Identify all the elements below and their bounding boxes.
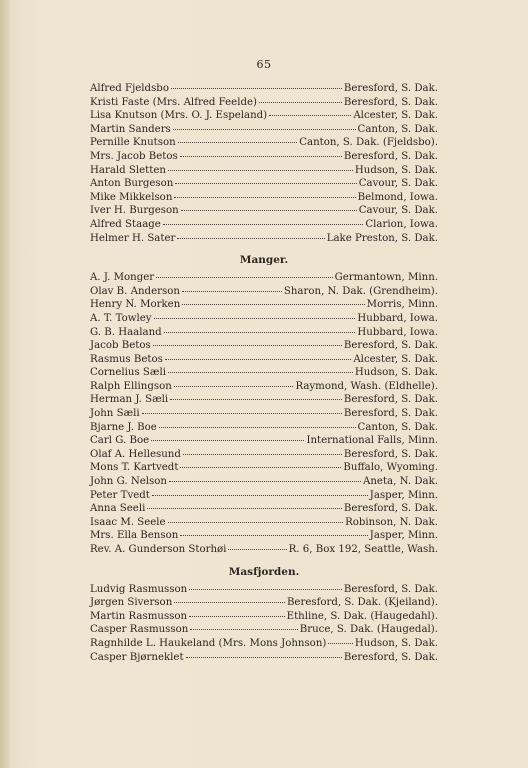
directory-entry [90, 109, 438, 123]
entry-name: Ralph Ellingson [90, 380, 172, 392]
dot-leader [168, 372, 353, 373]
section-heading: Masfjorden. [228, 565, 300, 578]
entry-place: Beresford, S. Dak. [343, 651, 438, 663]
dot-leader [182, 304, 364, 305]
entry-name: Carl G. Boe [90, 435, 150, 447]
entry-name: Iver H. Burgeson [90, 205, 179, 217]
dot-leader [259, 102, 342, 103]
dot-leader [156, 277, 332, 278]
entry-name: Herman J. Sæli [90, 394, 169, 406]
dot-leader [168, 170, 353, 171]
dot-leader [269, 115, 351, 116]
entry-place: Beresford, S. Dak. [343, 394, 438, 406]
dot-leader [177, 238, 324, 239]
dot-leader [189, 616, 285, 617]
directory-entry [90, 298, 438, 312]
entry-place: Beresford, S. Dak. (Kjeiland). [286, 597, 438, 609]
dot-leader [190, 629, 297, 630]
entry-name: John G. Nelson [90, 476, 167, 488]
entry-name: Rasmus Betos [90, 353, 163, 365]
dot-leader [180, 156, 342, 157]
dot-leader [142, 413, 342, 414]
directory-entry [90, 191, 438, 205]
directory-entry [90, 164, 438, 178]
entry-name: Rev. A. Gunderson Storhøi [90, 544, 227, 555]
dot-leader [173, 129, 356, 130]
dot-leader [147, 508, 341, 509]
dot-leader [159, 427, 356, 428]
entry-place: Canton, S. Dak. (Fjeldsbo). [299, 137, 438, 149]
entry-name: A. T. Towley [90, 312, 152, 324]
dot-leader [168, 522, 343, 523]
page-number: 65 [256, 58, 272, 71]
dot-leader [183, 454, 342, 455]
entry-place: Beresford, S. Dak. [343, 83, 438, 94]
directory-entry [90, 136, 438, 150]
dot-leader [163, 224, 364, 225]
dot-leader [180, 467, 341, 468]
entry-place: Beresford, S. Dak. [343, 150, 438, 162]
entry-name: Jørgen Siverson [90, 597, 173, 609]
entry-name: Martin Rasmusson [90, 610, 188, 622]
entry-name: Ludvig Rasmusson [90, 583, 188, 595]
dot-leader [154, 318, 356, 319]
directory-entry [90, 232, 438, 246]
directory-entry [90, 407, 438, 421]
entry-place: Bruce, S. Dak. (Haugedal). [299, 624, 438, 636]
entry-place: Germantown, Minn. [334, 272, 438, 284]
directory-entry [90, 218, 438, 232]
entry-name: Alfred Fjeldsbo [90, 83, 169, 94]
directory-entry [90, 393, 438, 407]
entry-name: Helmer H. Sater [90, 232, 176, 244]
entry-place: Hudson, S. Dak. [354, 637, 438, 649]
entry-place: R. 6, Box 192, Seattle, Wash. [288, 544, 438, 555]
dot-leader [151, 440, 304, 441]
entry-name: Mrs. Jacob Betos [90, 150, 178, 162]
directory-entry [90, 623, 438, 637]
entry-place: Hubbard, Iowa. [357, 326, 438, 338]
entry-place: Beresford, S. Dak. [343, 583, 438, 595]
entry-name: G. B. Haaland [90, 326, 162, 338]
directory-entry [90, 461, 438, 475]
dot-leader [174, 197, 355, 198]
entry-name: A. J. Monger [90, 272, 155, 284]
directory-entry [90, 123, 438, 137]
section-heading: Manger. [239, 254, 289, 267]
entry-name: Bjarne J. Boe [90, 421, 157, 433]
entry-name: Ragnhilde L. Haukeland (Mrs. Mons Johnson) [90, 637, 327, 649]
entry-name: Anna Seeli [90, 503, 146, 515]
entry-name: Pernille Knutson [90, 137, 176, 149]
dot-leader [228, 549, 286, 550]
directory-entry [90, 610, 438, 624]
directory-entry [90, 312, 438, 326]
entry-place: Canton, S. Dak. [357, 123, 438, 135]
entry-place: Beresford, S. Dak. [343, 503, 438, 515]
directory-section [90, 82, 438, 245]
directory-section [90, 565, 438, 665]
entry-name: Olaf A. Hellesund [90, 448, 181, 460]
directory-entry [90, 204, 438, 218]
directory-entry [90, 529, 438, 543]
entry-place: Raymond, Wash. (Eldhelle). [295, 380, 438, 392]
entry-place: Robinson, N. Dak. [345, 516, 438, 528]
dot-leader [186, 657, 342, 658]
entry-place: Sharon, N. Dak. (Grendheim). [283, 285, 438, 297]
entry-name: Martin Sanders [90, 123, 171, 135]
dot-leader [182, 291, 282, 292]
entry-place: Cavour, S. Dak. [358, 205, 438, 217]
dot-leader [181, 210, 357, 211]
entry-place: Beresford, S. Dak. [343, 408, 438, 420]
directory-entry [90, 177, 438, 191]
directory-entry [90, 448, 438, 462]
directory-entry [90, 380, 438, 394]
entry-name: Jacob Betos [90, 340, 151, 352]
directory-entry [90, 150, 438, 164]
entry-name: Casper Rasmusson [90, 624, 189, 636]
directory-entry [90, 596, 438, 610]
entry-name: Harald Sletten [90, 164, 166, 176]
entry-name: Mike Mikkelson [90, 191, 173, 203]
entry-name: Lisa Knutson (Mrs. O. J. Espeland) [90, 110, 268, 122]
directory-entry [90, 502, 438, 516]
entry-place: Beresford, S. Dak. [343, 96, 438, 108]
entry-name: Casper Bjørneklet [90, 651, 184, 663]
directory-entry [90, 271, 438, 285]
dot-leader [178, 142, 298, 143]
directory-entry [90, 637, 438, 651]
entry-name: Peter Tvedt [90, 489, 150, 501]
dot-leader [152, 495, 368, 496]
directory-entry [90, 516, 438, 530]
entry-place: Canton, S. Dak. [357, 421, 438, 433]
entry-place: Morris, Minn. [366, 299, 438, 311]
dot-leader [175, 183, 356, 184]
directory-entry [90, 651, 438, 665]
entry-name: Anton Burgeson [90, 178, 174, 190]
directory-content [90, 82, 438, 664]
directory-entry [90, 475, 438, 489]
dot-leader [153, 345, 342, 346]
entry-name: Isaac M. Seele [90, 516, 166, 528]
entry-place: Jasper, Minn. [369, 489, 438, 501]
entry-place: Cavour, S. Dak. [358, 178, 438, 190]
entry-name: Olav B. Anderson [90, 285, 180, 297]
directory-entry [90, 285, 438, 299]
entry-place: Buffalo, Wyoming. [343, 462, 438, 474]
dot-leader [170, 399, 342, 400]
entry-place: Clarion, Iowa. [365, 218, 438, 230]
entry-place: Beresford, S. Dak. [343, 448, 438, 460]
entry-name: Mrs. Ella Benson [90, 530, 179, 542]
entry-place: Hubbard, Iowa. [357, 312, 438, 324]
dot-leader [164, 332, 356, 333]
entry-place: Lake Preston, S. Dak. [326, 232, 438, 244]
dot-leader [328, 643, 353, 644]
directory-entry [90, 489, 438, 503]
directory-entry [90, 353, 438, 367]
directory-entry [90, 326, 438, 340]
dot-leader [180, 535, 368, 536]
directory-entry [90, 339, 438, 353]
dot-leader [165, 359, 351, 360]
entry-name: John Sæli [90, 408, 140, 420]
directory-entry [90, 434, 438, 448]
entry-place: International Falls, Minn. [306, 435, 438, 447]
entry-place: Beresford, S. Dak. [343, 340, 438, 352]
entry-name: Mons T. Kartvedt [90, 462, 179, 474]
entry-place: Hudson, S. Dak. [354, 164, 438, 176]
directory-section [90, 253, 438, 556]
directory-entry [90, 543, 438, 557]
dot-leader [174, 602, 285, 603]
directory-entry [90, 96, 438, 110]
entry-name: Alfred Staage [90, 218, 161, 230]
dot-leader [169, 481, 361, 482]
entry-name: Kristi Faste (Mrs. Alfred Feelde) [90, 96, 257, 108]
directory-entry [90, 82, 438, 96]
entry-place: Aneta, N. Dak. [363, 476, 438, 488]
dot-leader [174, 386, 294, 387]
directory-entry [90, 421, 438, 435]
entry-place: Ethline, S. Dak. (Haugedahl). [286, 610, 438, 622]
entry-place: Hudson, S. Dak. [354, 367, 438, 379]
directory-entry [90, 366, 438, 380]
dot-leader [189, 589, 342, 590]
entry-place: Belmond, Iowa. [357, 191, 438, 203]
entry-place: Alcester, S. Dak. [353, 110, 438, 122]
entry-name: Henry N. Morken [90, 299, 181, 311]
entry-place: Jasper, Minn. [369, 530, 438, 542]
entry-place: Alcester, S. Dak. [353, 353, 438, 365]
entry-name: Cornelius Sæli [90, 367, 167, 379]
dot-leader [171, 88, 342, 89]
page-binding-shadow [0, 0, 10, 768]
directory-entry [90, 583, 438, 597]
